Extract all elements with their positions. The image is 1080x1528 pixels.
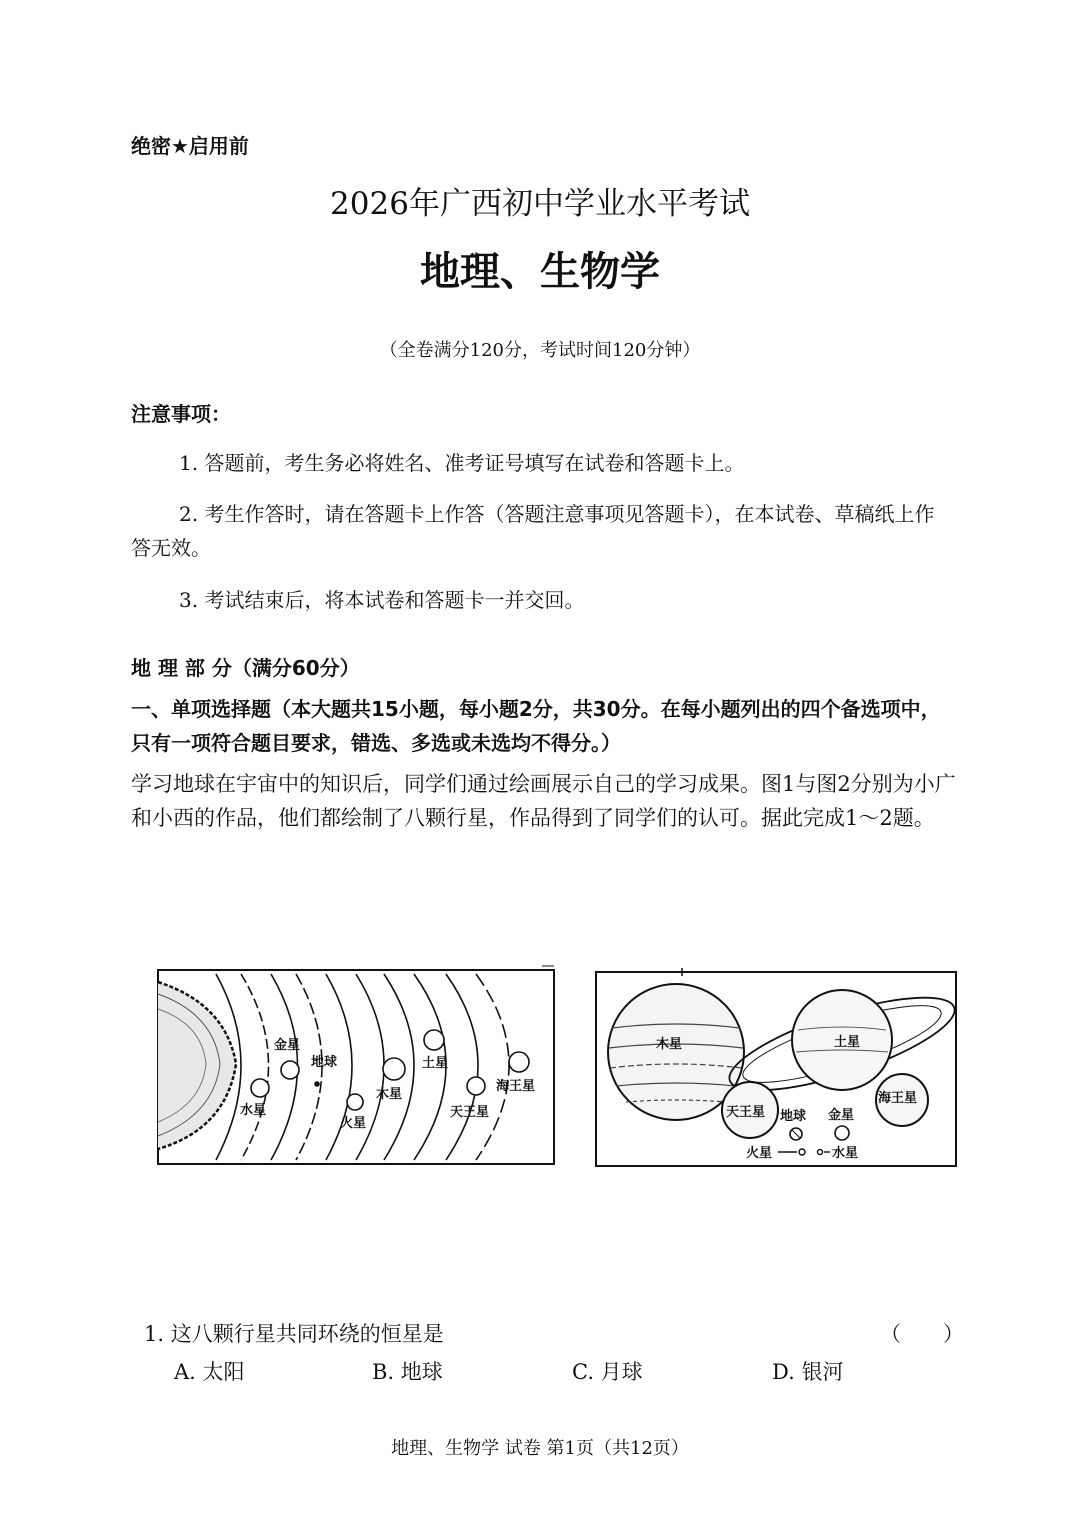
option-a: A. 太阳 [174,1360,245,1384]
mercury-planet-icon [251,1079,269,1097]
option-b: B. 地球 [372,1360,443,1384]
mars-planet-icon [799,1149,805,1155]
page-footer: 地理、生物学 试卷 第1页（共12页） [391,1438,689,1459]
jupiter-label: 木星 [656,1037,683,1052]
earth-label: 地球 [311,1055,338,1070]
question-passage: 学习地球在宇宙中的知识后，同学们通过绘画展示自己的学习成果。图1与图2分别为小广和小西的作品，他们都绘制了八颗行星，作品得到了同学们的认可。据此完成1～2题。 [131,772,956,830]
option-d: D. 银河 [772,1360,844,1384]
venus-planet-icon [281,1061,299,1079]
uranus-planet-icon [467,1077,485,1095]
question-1-stem: 1. 这八颗行星共同环绕的恒星是 [144,1322,444,1346]
mercury-label: 水星 [832,1146,859,1161]
section-instruction: 一、单项选择题（本大题共15小题，每小题2分，共30分。在每小题列出的四个备选项中，只有一项符合题目要求，错选、多选或未选均不得分。） [131,697,941,755]
venus-planet-icon [835,1126,849,1140]
note-item: 2. 考生作答时，请在答题卡上作答（答题注意事项见答题卡），在本试卷、草稿纸上作答无效。 [131,502,935,560]
venus-label: 金星 [274,1038,301,1053]
uranus-label: 天王星 [726,1105,766,1120]
sun-icon [158,982,236,1149]
exam-title: 2026年广西初中学业水平考试 [330,186,750,222]
neptune-label: 海王星 [496,1079,536,1094]
mercury-label: 水星 [240,1103,267,1118]
note-item: 3. 考试结束后，将本试卷和答题卡一并交回。 [179,588,585,612]
answer-parenthesis: （ ） [880,1322,964,1346]
neptune-label: 海王星 [878,1091,918,1106]
saturn-planet-icon [424,1030,444,1050]
notes-heading: 注意事项： [131,402,231,426]
option-c: C. 月球 [572,1360,643,1384]
mercury-planet-icon [818,1150,823,1155]
geography-part-heading: 地 理 部 分（满分60分） [131,656,360,680]
earth-planet-icon [315,1082,319,1086]
figure-1-solar-system [156,964,556,1168]
mars-label: 火星 [340,1116,367,1131]
note-item: 1. 答题前，考生务必将姓名、准考证号填写在试卷和答题卡上。 [179,451,745,475]
mars-label: 火星 [746,1146,773,1161]
confidential-mark: 绝密★启用前 [131,134,249,158]
earth-label: 地球 [780,1109,807,1124]
exam-info: （全卷满分120分，考试时间120分钟） [379,340,701,361]
mars-planet-icon [347,1094,363,1110]
uranus-label: 天王星 [450,1105,490,1120]
jupiter-planet-icon [383,1058,405,1080]
subject-title: 地理、生物学 [420,249,660,295]
venus-label: 金星 [828,1108,855,1123]
neptune-planet-icon [509,1052,529,1072]
saturn-label: 土星 [422,1056,449,1071]
figure-2-planet-sizes [594,968,958,1168]
saturn-label: 土星 [834,1035,861,1050]
jupiter-label: 木星 [376,1087,403,1102]
